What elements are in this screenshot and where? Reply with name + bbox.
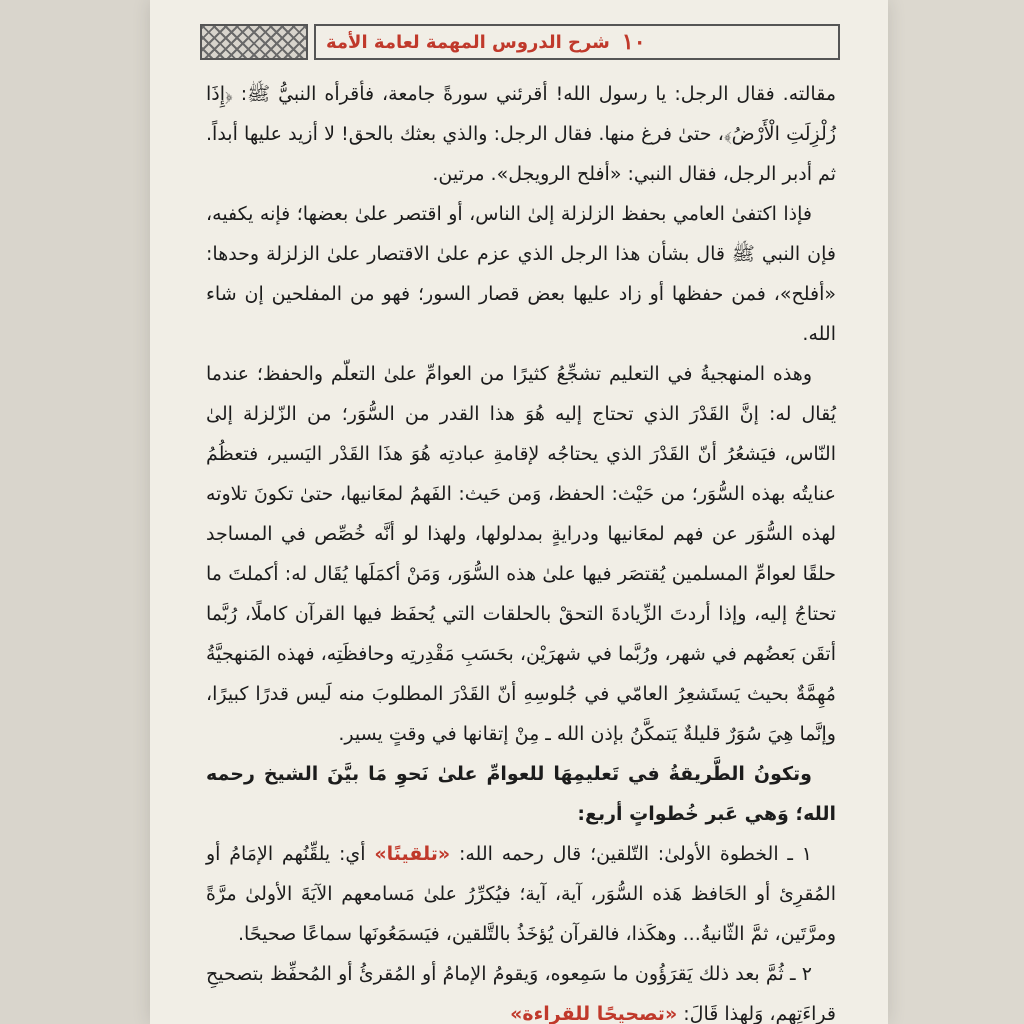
step-text: ١ ـ الخطوة الأولىٰ: التّلقين؛ قال رحمه الله:: [450, 843, 812, 865]
running-title: شرح الدروس المهمة لعامة الأمة: [326, 31, 610, 53]
paragraph-bold: وتكونُ الطَّريقةُ في تَعليمِهَا للعوامِّ علىٰ نَحوِ مَا بيَّنَ الشيخ رحمه الله؛ وَهي عَبر خُطواتٍ أربع:: [206, 763, 836, 825]
book-page: [150, 0, 888, 1024]
page-header: [200, 20, 840, 64]
highlighted-quote: «تصحيحًا للقراءة»: [510, 1003, 678, 1024]
step-text: ٢ ـ ثُمَّ بعد ذلك يَقرَؤُون ما سَمِعوه، وَيقومُ الإمامُ أو المُقرئُ أو المُحفِّظ بتصحيحِ قراءَتِهم، وَلهذا قَالَ:: [206, 963, 836, 1024]
page-body: [206, 74, 836, 1024]
step-text: أي: يلقِّنُهم الإمَامُ أو المُقرِئ أو الحَافظ هَذه السُّوَر، آية، آية؛ فيُكرِّرُ علىٰ مَسامعهم الآيَةَ الأولىٰ مرَّةً ومرَّتَين، ثمَّ الثّانيةُ... وهكَذا، فالقرآن يُؤخَذُ بالتَّلقين، فيَسمَعُونَها سماعًا صحيحًا.: [206, 843, 836, 945]
right-background: [888, 0, 1024, 1024]
paragraph: مقالته. فقال الرجل: يا رسول الله! أقرئني سورةً جامعة، فأقرأه النبيُّ ﷺ: ﴿إِذَا زُلْزِلَتِ الْأَرْضُ﴾، حتىٰ فرغ منها. فقال الرجل: والذي بعثك بالحق! لا أزيد عليها أبداً. ثم أدبر الرجل، فقال النبي: «أفلح الرويجل». مرتين.: [206, 83, 836, 185]
numbered-step-2: [206, 954, 836, 1024]
paragraph: فإذا اكتفىٰ العامي بحفظ الزلزلة إلىٰ الناس، أو اقتصر علىٰ بعضها؛ فإنه يكفيه، فإن النبي ﷺ قال بشأن هذا الرجل الذي عزم علىٰ الاقتصار علىٰ الزلزلة وحدها: «أفلح»، فمن حفظها أو زاد عليها بعض قصار السور؛ فهو من المفلحين إن شاء الله.: [206, 203, 836, 345]
paragraph: وهذه المنهجيةُ في التعليم تشجِّعُ كثيرًا من العوامِّ علىٰ التعلّم والحفظ؛ عندما يُقال له: إنَّ القَدْرَ الذي تحتاج إليه هُوَ هذا القدر من السُّوَر؛ من الزّلزلة إلىٰ النّاس، فيَشعُرُ أنّ القَدْرَ الذي يحتاجُه لإقامةِ عبادتِه هُوَ هذَا القَدْر اليَسير، فتعظُمُ عنايتُه بهذه السُّوَر؛ من حَيْث: الحفظ، وَمن حَيث: الفَهمُ لمعَانيها، حتىٰ تكونَ تلاوته لهذه السُّوَر عن فهم لمعَانيها ودرايةٍ بمدلولها، ولهذا لو أنَّه خُصِّص في المساجد حلقًا لعوامِّ المسلمين يُقتصَر فيها علىٰ هذه السُّوَر، وَمَنْ أكمَلَها يُقَال له: أكملتَ ما تحتاجُ إليه، وإذا أردتَ الزِّيادةَ التحقْ بالحلقات التي يُحفَظ فيها القرآن كاملًا، رُبَّما أتقَن بَعضُهم في شهر، ورُبَّما في شهرَيْن، بحَسَبِ مَقْدِرتِه وحافظَتِه، فهذه المَنهجيَّةُ مُهِمَّةٌ بحيث يَستَشعِرُ العامّي في جُلوسِهِ أنّ القَدْرَ المطلوبَ منه لَيس قدرًا كبيرًا، وإنَّما هِيَ سُوَرٌ قليلةٌ يَتمكَّنُ بإذن الله ـ مِنْ إتقانها في وقتٍ يسير.: [206, 363, 836, 745]
page-number: ١٠: [621, 29, 646, 55]
numbered-step-1: [206, 834, 836, 954]
ornament-decoration: [200, 24, 308, 60]
left-background: [0, 0, 150, 1024]
highlighted-quote: «تلقينًا»: [374, 843, 451, 865]
header-title-box: [314, 24, 840, 60]
